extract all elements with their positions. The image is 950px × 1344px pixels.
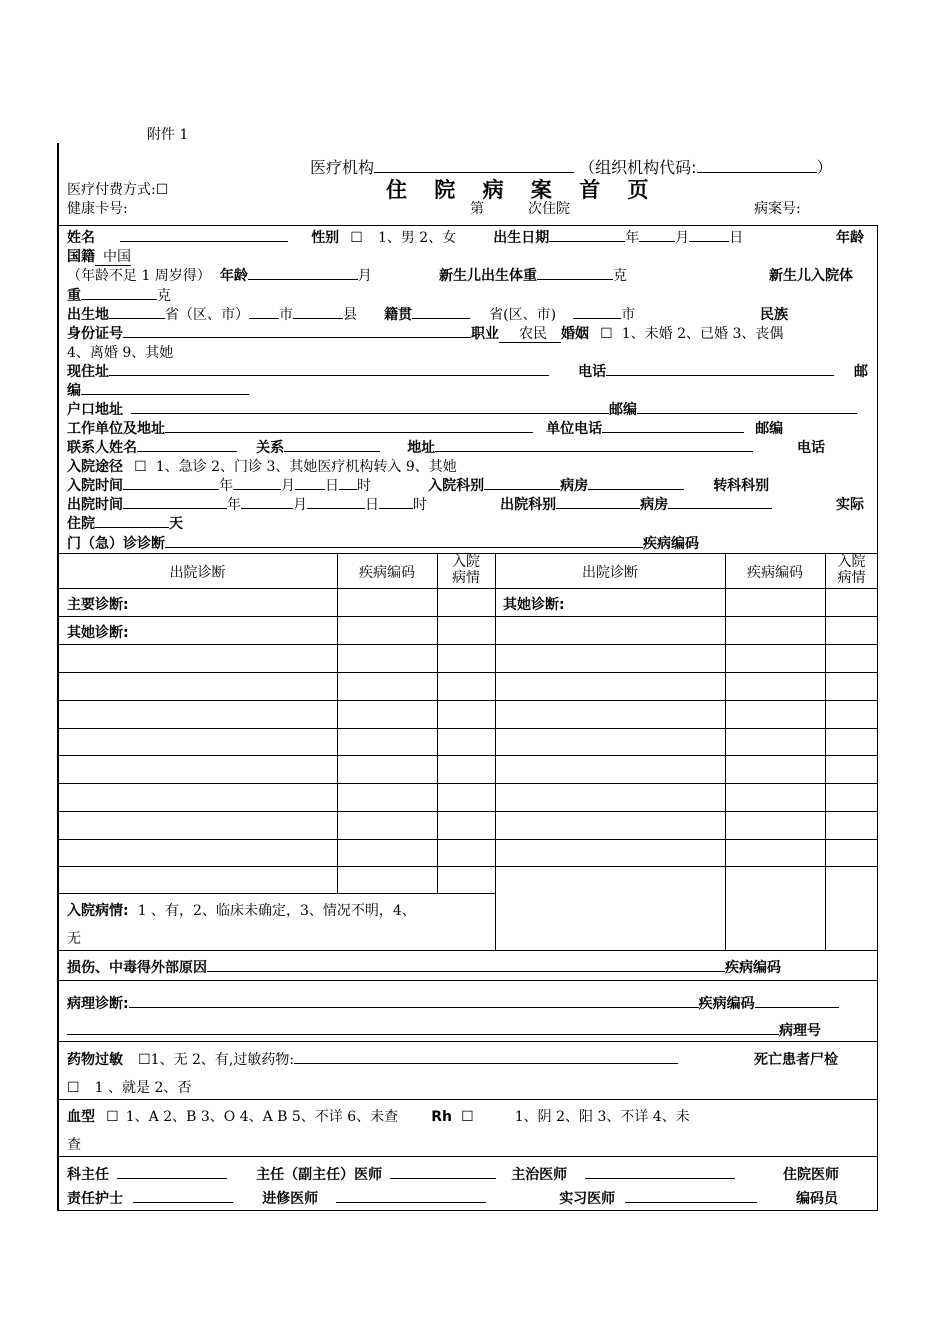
left-border: [57, 143, 59, 1211]
chief-physician-label: 主任（副主任）医师: [256, 1167, 383, 1183]
occupation-label: 职业: [471, 326, 499, 342]
row-line: [58, 893, 495, 894]
marriage-options-cont: 4、离婚 9、其她: [67, 345, 174, 361]
dis-year-field[interactable]: [123, 494, 227, 509]
row-line: [58, 728, 878, 729]
day-label: 日: [729, 230, 744, 246]
birth-month-field[interactable]: [639, 227, 675, 242]
contact-phone-label: 电话: [797, 440, 825, 456]
postcode-row: [67, 380, 249, 400]
infant-age-field[interactable]: [248, 265, 358, 280]
payment-checkbox[interactable]: ☐: [155, 182, 169, 198]
record-no-label: 病案号:: [754, 201, 801, 217]
transfer-dept-label: 转科科别: [713, 478, 770, 494]
col-admission-condition-2: [825, 554, 878, 586]
autopsy-row: [67, 1077, 191, 1097]
row-line: [58, 672, 878, 673]
col-disease-code-2: 疾病编码: [747, 565, 803, 581]
marriage-checkbox[interactable]: ☐: [600, 326, 613, 342]
stay-days-field[interactable]: [95, 513, 169, 528]
newborn-weight-cont: 重: [67, 288, 81, 304]
work-row: [67, 418, 783, 438]
hukou-label: 户口地址: [67, 402, 123, 418]
main-diagnosis-label: 主要诊断:: [67, 597, 129, 613]
pathology-label: 病理诊断:: [67, 996, 129, 1012]
hukou-postcode-field[interactable]: [637, 399, 857, 414]
birthplace-label: 出生地: [67, 307, 109, 323]
admission-route-checkbox[interactable]: ☐: [134, 459, 147, 475]
form-title: 住 院 病 案 首 页: [386, 178, 659, 202]
work-postcode-label: 邮编: [755, 421, 784, 437]
postcode-field[interactable]: [81, 380, 249, 395]
birth-year-field[interactable]: [549, 227, 625, 242]
year-label: 年: [625, 230, 640, 246]
blood-options: 1、A 2、B 3、O 4、A B 5、不详 6、未查: [125, 1109, 399, 1125]
opd-diagnosis-row: [67, 533, 699, 553]
hukou-row: [67, 399, 857, 419]
director-field[interactable]: [117, 1164, 227, 1179]
col-cond-b: 病情: [452, 570, 480, 586]
dis-day-label: 日: [365, 497, 379, 513]
allergy-drug-field[interactable]: [294, 1049, 678, 1064]
admission-time-row: [67, 475, 769, 495]
col-line: [437, 553, 438, 894]
section-line: [58, 980, 878, 981]
adm-dept-field[interactable]: [484, 475, 560, 490]
col-discharge-diagnosis-2: 出院诊断: [582, 565, 638, 581]
birth-city-field[interactable]: [249, 304, 279, 319]
hukou-postcode-label: 邮编: [609, 402, 637, 418]
ethnicity-label: 民族: [760, 307, 788, 323]
adm-day-field[interactable]: [295, 475, 325, 490]
infant-age-row: [67, 265, 627, 285]
intern-label: 实习医师: [559, 1191, 616, 1207]
adm-hour-field[interactable]: [339, 475, 357, 490]
col-disease-code: 疾病编码: [359, 565, 415, 581]
newborn-admission-weight-label: 新生儿入院体: [769, 268, 853, 284]
other-diagnosis-right-label: 其她诊断:: [503, 597, 565, 613]
address-field[interactable]: [109, 361, 549, 376]
adm-year-label: 年: [219, 478, 233, 494]
adm-month-field[interactable]: [233, 475, 281, 490]
address-label: 现住址: [67, 364, 109, 380]
newborn-weight-field[interactable]: [537, 265, 613, 280]
nationality-value[interactable]: 中国: [95, 249, 131, 266]
col-cond-a: 入院: [837, 554, 866, 570]
newborn-weight-label: 新生儿出生体重: [439, 268, 537, 284]
gender-options: 1、男 2、女: [377, 230, 457, 246]
name-field[interactable]: [120, 227, 288, 242]
contact-row: [67, 437, 753, 457]
admission-condition-row: [67, 900, 416, 920]
county-label: 县: [343, 307, 357, 323]
resident-label: 住院医师: [783, 1167, 839, 1183]
rh-checkbox[interactable]: ☐: [461, 1109, 474, 1125]
relation-field[interactable]: [284, 437, 380, 452]
contact-field[interactable]: [137, 437, 237, 452]
work-label: 工作单位及地址: [67, 421, 165, 437]
row-line: [58, 700, 878, 701]
director-label: 科主任: [67, 1167, 109, 1183]
age-label: 年龄: [836, 230, 864, 246]
gram2-label: 克: [157, 288, 171, 304]
ward2-label: 病房: [640, 497, 669, 513]
dis-month-field[interactable]: [241, 494, 293, 509]
under-one-note: （年龄不足 1 周岁得）: [67, 268, 211, 284]
col-cond-a: 入院: [452, 554, 480, 570]
col-line: [825, 553, 826, 950]
stay-days-row: [67, 513, 183, 533]
infant-month-label: 月: [357, 268, 372, 284]
org-code-field[interactable]: [697, 158, 817, 173]
row-line: [58, 811, 878, 812]
table-header-line: [58, 588, 878, 589]
blood-checkbox[interactable]: ☐: [106, 1109, 119, 1125]
adm-year-field[interactable]: [123, 475, 219, 490]
payment-label: 医疗付费方式:: [67, 182, 156, 198]
row-line: [58, 839, 878, 840]
infant-age-label: 年龄: [219, 268, 248, 284]
row-line: [58, 783, 878, 784]
section-line: [58, 1099, 878, 1100]
institution-field[interactable]: [374, 158, 574, 173]
row-line: [58, 644, 878, 645]
attachment-label: 附件 1: [147, 127, 189, 143]
native-city-field[interactable]: [573, 304, 621, 319]
coder-label: 编码员: [796, 1191, 838, 1207]
admission-times-label: 次住院: [528, 201, 570, 217]
injury-row: [67, 957, 781, 977]
opd-code-label: 疾病编码: [643, 536, 699, 552]
nationality-row: [67, 246, 131, 266]
admission-dept-label: 入院科别: [428, 478, 485, 494]
pathology-code-label: 疾病编码: [698, 996, 755, 1012]
signature-row-2: [67, 1188, 757, 1208]
province2-label: 省(区、市): [489, 307, 557, 323]
days-label: 天: [169, 516, 183, 532]
row-line: [58, 755, 878, 756]
contact-address-field[interactable]: [435, 437, 753, 452]
dis-dept-field[interactable]: [556, 494, 640, 509]
attending-field[interactable]: [585, 1164, 735, 1179]
pathology-no-row: [67, 1020, 821, 1040]
admission-route-row: [67, 456, 457, 476]
adm-month-label: 月: [281, 478, 295, 494]
org-code-close: ）: [816, 158, 833, 177]
admission-time-label: 入院时间: [67, 478, 123, 494]
org-code-label: （组织机构代码:: [579, 158, 697, 177]
work-field[interactable]: [165, 418, 533, 433]
gender-label: 性别: [311, 230, 340, 246]
gender-checkbox[interactable]: ☐: [350, 230, 363, 246]
row-line: [58, 866, 495, 867]
autopsy-options: 1 、就是 2、否: [94, 1080, 192, 1096]
col-discharge-diagnosis: 出院诊断: [169, 565, 226, 581]
name-label: 姓名: [67, 230, 95, 246]
adm-ward-field[interactable]: [588, 475, 684, 490]
autopsy-checkbox[interactable]: ☐: [67, 1080, 80, 1096]
intern-field[interactable]: [625, 1188, 757, 1203]
postcode-label: 邮: [854, 364, 868, 380]
relation-label: 关系: [256, 440, 285, 456]
hukou-field[interactable]: [131, 399, 609, 414]
allergy-row: [67, 1049, 678, 1069]
dis-ward-field[interactable]: [668, 494, 772, 509]
occupation-value[interactable]: 农民: [499, 326, 561, 343]
name-row: [67, 227, 743, 247]
month-label: 月: [675, 230, 690, 246]
nationality-label: 国籍: [67, 249, 95, 265]
pathology-no-label: 病理号: [779, 1023, 821, 1039]
city-label: 市: [279, 307, 293, 323]
col-line: [337, 553, 338, 894]
birth-date-label: 出生日期: [493, 230, 550, 246]
pathology-field[interactable]: [129, 993, 699, 1008]
birth-day-field[interactable]: [689, 227, 729, 242]
row-line: [495, 866, 878, 867]
col-cond-b: 病情: [837, 570, 866, 586]
nurse-label: 责任护士: [67, 1191, 123, 1207]
pathology-code-field[interactable]: [755, 993, 839, 1008]
chief-field[interactable]: [390, 1164, 496, 1179]
institution-label: 医疗机构: [310, 158, 375, 177]
allergy-label: 药物过敏: [67, 1052, 123, 1068]
health-card-label: 健康卡号:: [67, 201, 128, 217]
section-line: [58, 1041, 878, 1042]
pathology-row: [67, 993, 839, 1013]
dis-hour-label: 时: [413, 497, 427, 513]
birth-county-field[interactable]: [293, 304, 343, 319]
other-diagnosis-label: 其她诊断:: [67, 625, 129, 641]
id-label: 身份证号: [67, 326, 123, 342]
dis-year-label: 年: [227, 497, 241, 513]
rh-options-cont: 查: [67, 1137, 81, 1153]
work-phone-label: 单位电话: [546, 421, 603, 437]
blood-row: [67, 1106, 690, 1126]
dis-month-label: 月: [293, 497, 307, 513]
work-phone-field[interactable]: [602, 418, 744, 433]
rh-options: 1、阴 2、阳 3、不详 4、未: [514, 1109, 690, 1125]
id-row: [67, 323, 783, 343]
allergy-options: 1、无 2、有,过敏药物:: [150, 1052, 295, 1068]
nth-label: 第: [470, 201, 484, 217]
trainee-label: 进修医师: [262, 1191, 319, 1207]
native-place-label: 籍贯: [384, 307, 413, 323]
contact-address-label: 地址: [407, 440, 436, 456]
right-border: [877, 225, 878, 1211]
table-bottom-line: [58, 950, 878, 951]
blood-type-label: 血型: [67, 1109, 95, 1125]
pathology-cont-field[interactable]: [67, 1020, 779, 1035]
form-top-border: [58, 225, 878, 226]
admission-route-options: 1、急诊 2、门诊 3、其她医疗机构转入 9、其她: [155, 459, 457, 475]
injury-label: 损伤、中毒得外部原因: [67, 960, 207, 976]
rh-label: Rh: [431, 1109, 453, 1125]
ward-label: 病房: [560, 478, 589, 494]
trainee-field[interactable]: [336, 1188, 486, 1203]
injury-field[interactable]: [207, 957, 725, 972]
marriage-label: 婚姻: [561, 326, 589, 342]
phone-label: 电话: [578, 364, 607, 380]
col-line: [725, 553, 726, 950]
attending-label: 主治医师: [511, 1167, 568, 1183]
stay-label: 住院: [67, 516, 95, 532]
discharge-time-label: 出院时间: [67, 497, 123, 513]
col-admission-condition: [437, 554, 495, 586]
autopsy-label: 死亡患者尸检: [754, 1052, 838, 1068]
admission-condition-label: 入院病情:: [67, 903, 129, 919]
injury-code-label: 疾病编码: [725, 960, 781, 976]
discharge-dept-label: 出院科别: [500, 497, 557, 513]
bottom-border: [58, 1210, 878, 1211]
actual-label: 实际: [836, 497, 864, 513]
admission-condition-options-cont: 无: [67, 931, 81, 947]
address-row: [67, 361, 834, 381]
opd-diagnosis-field[interactable]: [165, 533, 643, 548]
native-province-field[interactable]: [412, 304, 470, 319]
dis-hour-field[interactable]: [379, 494, 413, 509]
city2-label: 市: [621, 307, 636, 323]
birthplace-row: [67, 304, 635, 324]
phone-field[interactable]: [606, 361, 834, 376]
payment-row: [67, 179, 168, 199]
admission-condition-options: 1 、有，2、临床未确定，3、情况不明，4、: [137, 903, 416, 919]
nurse-field[interactable]: [133, 1188, 233, 1203]
postcode-label-cont: 编: [67, 383, 81, 399]
contact-label: 联系人姓名: [67, 440, 137, 456]
dis-day-field[interactable]: [307, 494, 365, 509]
allergy-checkbox[interactable]: ☐: [138, 1052, 151, 1068]
province-label: 省（区、市）: [165, 307, 249, 323]
adm-day-label: 日: [325, 478, 339, 494]
birth-province-field[interactable]: [109, 304, 165, 319]
row-line: [58, 616, 878, 617]
signature-row-1: [67, 1164, 735, 1184]
section-line: [58, 1156, 878, 1157]
newborn-weight-row: [67, 285, 171, 305]
admission-route-label: 入院途径: [67, 459, 123, 475]
marriage-options: 1、未婚 2、已婚 3、丧偶: [621, 326, 784, 342]
gram-label: 克: [613, 268, 627, 284]
adm-hour-label: 时: [357, 478, 371, 494]
discharge-time-row: [67, 494, 772, 514]
id-field[interactable]: [123, 323, 471, 338]
newborn-adm-weight-field[interactable]: [81, 285, 157, 300]
col-line: [495, 553, 496, 950]
opd-diagnosis-label: 门（急）诊诊断: [67, 536, 165, 552]
